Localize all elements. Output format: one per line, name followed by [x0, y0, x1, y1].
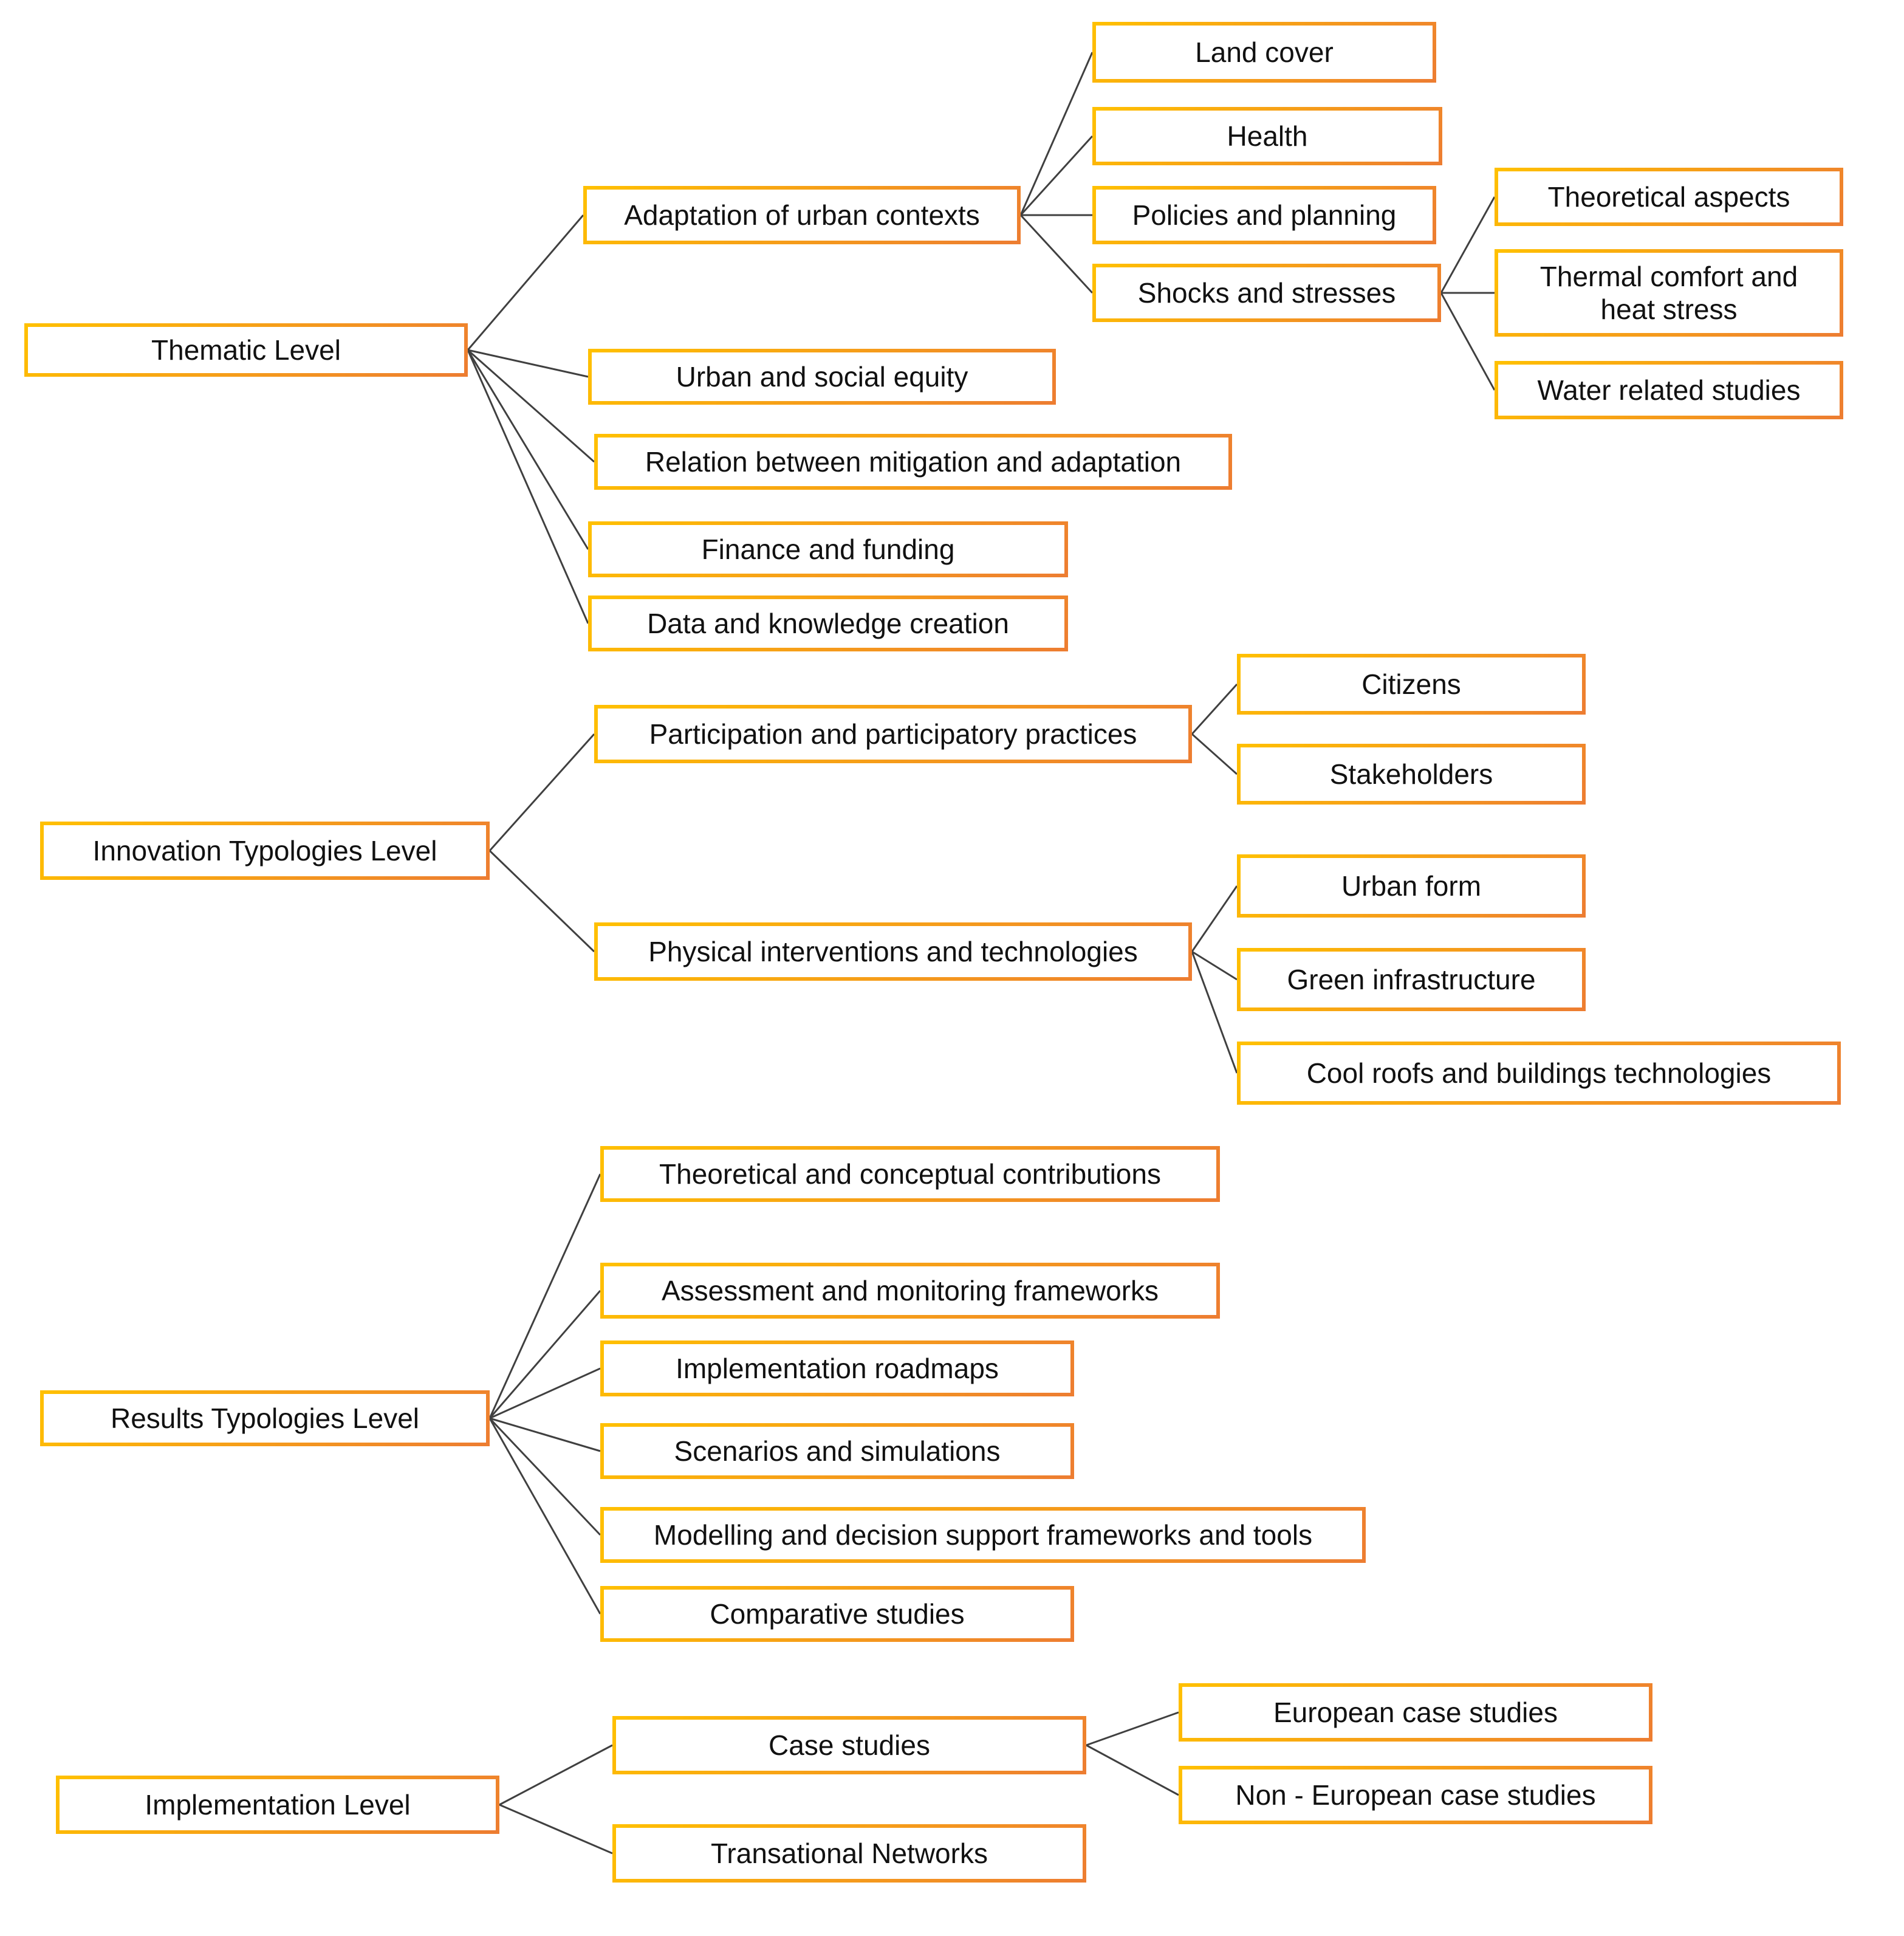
- node-results: [40, 1390, 490, 1446]
- connector-line-shocks-stresses-to-water-related: [1441, 293, 1495, 390]
- node-label-water-related: Water related studies: [1537, 374, 1801, 406]
- node-implementation: [56, 1776, 499, 1834]
- node-label-transnational-networks: Transational Networks: [711, 1837, 988, 1869]
- node-finance-funding: [588, 521, 1068, 577]
- connector-line-physical-interventions-to-cool-roofs: [1192, 952, 1237, 1073]
- connector-line-participation-to-citizens: [1192, 684, 1237, 734]
- node-label-land-cover: Land cover: [1195, 36, 1334, 68]
- connector-line-thematic-to-adaptation: [468, 215, 583, 350]
- node-assessment-monitoring: [600, 1263, 1220, 1319]
- node-label-theoretical-aspects: Theoretical aspects: [1547, 180, 1790, 213]
- node-label-case-studies: Case studies: [769, 1729, 930, 1761]
- node-health: [1092, 107, 1442, 165]
- node-label-mitigation-adaptation: Relation between mitigation and adaptation: [645, 445, 1182, 478]
- node-physical-interventions: [594, 922, 1192, 981]
- node-stakeholders: [1237, 744, 1586, 805]
- node-label-comparative-studies: Comparative studies: [710, 1598, 965, 1630]
- node-label-participation: Participation and participatory practices: [649, 718, 1137, 750]
- connector-line-physical-interventions-to-green-infrastructure: [1192, 952, 1237, 980]
- connector-line-case-studies-to-european-case-studies: [1086, 1712, 1179, 1745]
- node-non-european-case-studies: [1179, 1766, 1652, 1824]
- connector-line-physical-interventions-to-urban-form: [1192, 886, 1237, 952]
- node-label-health: Health: [1227, 120, 1308, 152]
- node-theoretical-contributions: [600, 1146, 1220, 1202]
- node-label-thermal-comfort: Thermal comfort and heat stress: [1539, 260, 1798, 325]
- node-implementation-roadmaps: [600, 1340, 1074, 1396]
- node-label-implementation-roadmaps: Implementation roadmaps: [676, 1352, 999, 1384]
- node-label-policies-planning: Policies and planning: [1132, 199, 1397, 231]
- connector-line-thematic-to-mitigation-adaptation: [468, 350, 594, 462]
- node-label-urban-form: Urban form: [1341, 870, 1482, 902]
- connector-line-adaptation-to-land-cover: [1021, 52, 1092, 215]
- node-label-european-case-studies: European case studies: [1273, 1696, 1558, 1728]
- node-citizens: [1237, 654, 1586, 715]
- connector-line-participation-to-stakeholders: [1192, 734, 1237, 774]
- node-comparative-studies: [600, 1586, 1074, 1642]
- node-label-adaptation: Adaptation of urban contexts: [624, 199, 980, 231]
- node-mitigation-adaptation: [594, 434, 1232, 490]
- connector-line-implementation-to-case-studies: [499, 1745, 612, 1805]
- node-label-assessment-monitoring: Assessment and monitoring frameworks: [661, 1274, 1159, 1306]
- node-urban-social-equity: [588, 349, 1056, 405]
- connector-line-adaptation-to-health: [1021, 136, 1092, 215]
- node-label-theoretical-contributions: Theoretical and conceptual contributions: [659, 1158, 1161, 1190]
- node-label-urban-social-equity: Urban and social equity: [676, 360, 968, 393]
- connector-line-results-to-implementation-roadmaps: [490, 1368, 600, 1418]
- node-label-non-european-case-studies: Non - European case studies: [1235, 1779, 1596, 1811]
- node-european-case-studies: [1179, 1683, 1652, 1742]
- node-data-knowledge: [588, 596, 1068, 651]
- node-policies-planning: [1092, 186, 1436, 244]
- node-label-scenarios-simulations: Scenarios and simulations: [674, 1435, 1001, 1467]
- connector-line-thematic-to-data-knowledge: [468, 350, 588, 623]
- connector-line-results-to-theoretical-contributions: [490, 1174, 600, 1418]
- node-case-studies: [612, 1716, 1086, 1774]
- node-innovation: [40, 822, 490, 880]
- node-label-modelling-decision: Modelling and decision support frameworks and tools: [653, 1519, 1313, 1551]
- node-land-cover: [1092, 22, 1436, 83]
- node-label-results: Results Typologies Level: [111, 1402, 419, 1434]
- connector-line-implementation-to-transnational-networks: [499, 1805, 612, 1853]
- node-transnational-networks: [612, 1824, 1086, 1883]
- node-label-shocks-stresses: Shocks and stresses: [1137, 276, 1396, 309]
- node-participation: [594, 705, 1192, 763]
- node-scenarios-simulations: [600, 1423, 1074, 1479]
- node-label-green-infrastructure: Green infrastructure: [1287, 963, 1536, 995]
- node-label-thematic: Thematic Level: [151, 334, 341, 366]
- connector-line-innovation-to-participation: [490, 734, 594, 851]
- connector-line-thematic-to-urban-social-equity: [468, 350, 588, 377]
- node-label-stakeholders: Stakeholders: [1329, 758, 1493, 790]
- connector-line-results-to-assessment-monitoring: [490, 1291, 600, 1418]
- node-green-infrastructure: [1237, 948, 1586, 1011]
- node-adaptation: [583, 186, 1021, 244]
- node-label-finance-funding: Finance and funding: [701, 533, 955, 565]
- connector-line-results-to-comparative-studies: [490, 1418, 600, 1614]
- node-cool-roofs: [1237, 1042, 1841, 1105]
- node-thermal-comfort: [1495, 249, 1843, 337]
- connector-line-adaptation-to-shocks-stresses: [1021, 215, 1092, 293]
- node-label-cool-roofs: Cool roofs and buildings technologies: [1306, 1057, 1772, 1089]
- connector-line-thematic-to-finance-funding: [468, 350, 588, 549]
- node-label-data-knowledge: Data and knowledge creation: [647, 607, 1009, 639]
- connector-line-case-studies-to-non-european-case-studies: [1086, 1745, 1179, 1795]
- node-label-physical-interventions: Physical interventions and technologies: [648, 935, 1138, 967]
- node-theoretical-aspects: [1495, 168, 1843, 226]
- node-shocks-stresses: [1092, 264, 1441, 322]
- node-urban-form: [1237, 854, 1586, 918]
- connector-line-shocks-stresses-to-theoretical-aspects: [1441, 197, 1495, 293]
- node-modelling-decision: [600, 1507, 1366, 1563]
- node-label-innovation: Innovation Typologies Level: [92, 834, 437, 867]
- node-thematic: [24, 323, 468, 377]
- node-label-implementation: Implementation Level: [145, 1788, 411, 1821]
- node-water-related: [1495, 361, 1843, 419]
- connector-line-innovation-to-physical-interventions: [490, 851, 594, 952]
- node-label-citizens: Citizens: [1361, 668, 1461, 700]
